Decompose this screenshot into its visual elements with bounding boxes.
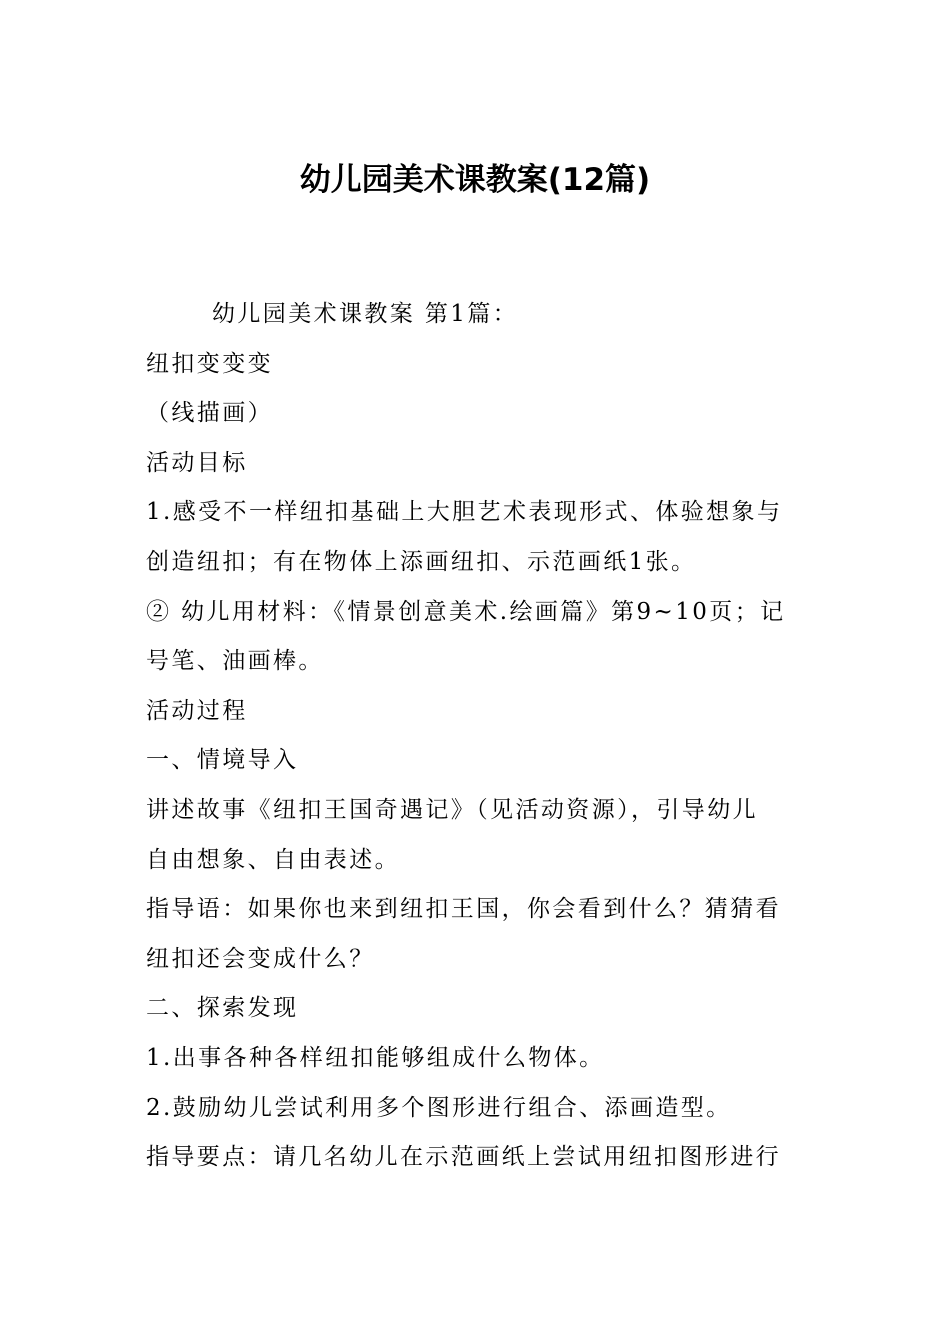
- section-heading: 幼儿园美术课教案 第1篇：: [212, 301, 519, 327]
- paragraph-line: 指导要点：请几名幼儿在示范画纸上尝试用纽扣图形进行: [146, 1144, 781, 1171]
- paragraph-line: 号笔、油画棒。: [146, 648, 324, 675]
- paragraph-line: 指导语：如果你也来到纽扣王国，你会看到什么？猜猜看: [146, 896, 781, 923]
- paragraph-line: 创造纽扣；有在物体上添画纽扣、示范画纸1张。: [146, 548, 697, 575]
- paragraph-line: 1.出事各种各样纽扣能够组成什么物体。: [146, 1044, 605, 1071]
- heading-step-2: 二、探索发现: [146, 995, 299, 1022]
- document-body: [146, 290, 808, 1183]
- paragraph-line: 讲述故事《纽扣王国奇遇记》（见活动资源），引导幼儿: [146, 796, 758, 823]
- heading-step-1: 一、情境导入: [146, 747, 299, 774]
- heading-activity-goals: 活动目标: [146, 449, 248, 476]
- heading-activity-process: 活动过程: [146, 697, 248, 724]
- paragraph-line: 自由想象、自由表述。: [146, 846, 400, 873]
- paragraph-line: 纽扣还会变成什么？: [146, 945, 375, 972]
- document-title: 幼儿园美术课教案(12篇): [299, 162, 651, 198]
- paragraph-line: ② 幼儿用材料：《情景创意美术.绘画篇》第9~10页；记: [146, 598, 786, 625]
- lesson-subtitle: （线描画）: [146, 400, 273, 427]
- paragraph-line: 1.感受不一样纽扣基础上大胆艺术表现形式、体验想象与: [146, 499, 783, 526]
- paragraph-line: 2.鼓励幼儿尝试利用多个图形进行组合、添画造型。: [146, 1094, 732, 1121]
- lesson-title: 纽扣变变变: [146, 350, 273, 377]
